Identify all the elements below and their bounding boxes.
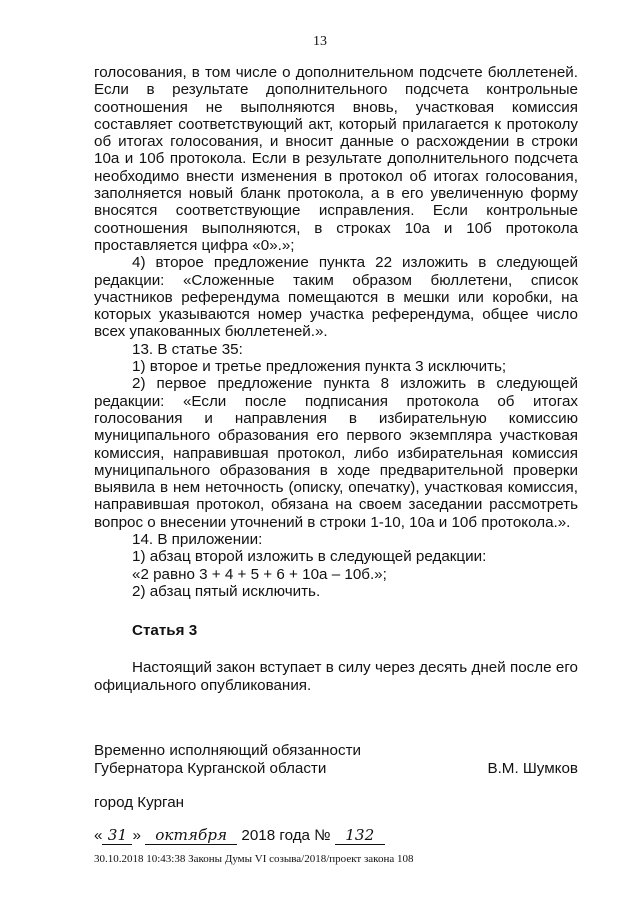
open-quote: « xyxy=(94,827,103,844)
footer-metadata: 30.10.2018 10:43:38 Законы Думы VI созыва/2018/проект закона 108 xyxy=(94,853,414,865)
position-line-2: Губернатора Курганской области xyxy=(94,760,327,777)
city: город Курган xyxy=(94,794,185,811)
paragraph: «2 равно 3 + 4 + 5 + 6 + 10а – 10б.»; xyxy=(132,565,387,583)
paragraph: 1) второе и третье предложения пункта 3 исключить; xyxy=(132,358,507,376)
signatory-position xyxy=(94,742,361,778)
date-line xyxy=(94,826,385,845)
paragraph: голосования, в том числе о дополнительном подсчете бюллетеней. Если в результате дополнительного подсчета контрольные соотношения не выполняются вновь, участковая комиссия составляет соответствующий акт, который прилагается к протоколу об итогах голосования, и вносит данные о расхождении в строки 10а и 10б протокола. Если в результате дополнительного подсчета необходимо внести изменения в протокол об итогах голосования, заполняется новый бланк протокола, а в его увеличенную форму вносятся соответствующие исправления. Если контрольные соотношения выполняются, в строках 10а и 10б протокола проставляется цифра «0».»; xyxy=(94,64,578,254)
paragraph: 13. В статье 35: xyxy=(132,340,243,358)
handwritten-number: 132 xyxy=(335,826,385,845)
paragraph: 2) первое предложение пункта 8 изложить в следующей редакции: «Если после подписания протокола об итогах голосования и направления в избирательную комиссию муниципального образования его первого экземпляра участковая комиссия, направившая протокол, либо избирательная комиссия муниципального образования в ходе предварительной проверки выявила в нем неточность (описку, опечатку), участковая комиссия, направившая протокол, обязана на своем заседании рассмотреть вопрос о внесении уточнений в строки 1-10, 10а и 10б протокола.». xyxy=(94,375,578,531)
body-text xyxy=(94,64,578,600)
handwritten-day: 31 xyxy=(102,826,132,845)
paragraph: 2) абзац пятый исключить. xyxy=(132,582,321,600)
handwritten-month: октября xyxy=(145,826,237,845)
page-number: 13 xyxy=(313,34,327,49)
paragraph: 14. В приложении: xyxy=(132,531,263,549)
signer-name: В.М. Шумков xyxy=(487,760,578,777)
article-title: Статья 3 xyxy=(132,622,198,639)
final-paragraph: Настоящий закон вступает в силу через десять дней после его официального опубликования. xyxy=(94,659,578,694)
paragraph: 1) абзац второй изложить в следующей редакции: xyxy=(132,548,487,566)
paragraph: 4) второе предложение пункта 22 изложить в следующей редакции: «Сложенные таким образом бюллетени, список участников референдума помещаются в мешки или коробки, на которых указываются номер участка референдума, общее число всех упакованных бюллетеней.». xyxy=(94,254,578,341)
year-text: 2018 года № xyxy=(241,827,331,844)
close-quote: » xyxy=(132,827,141,844)
position-line-1: Временно исполняющий обязанности xyxy=(94,742,362,759)
final-paragraph-block xyxy=(94,659,578,695)
